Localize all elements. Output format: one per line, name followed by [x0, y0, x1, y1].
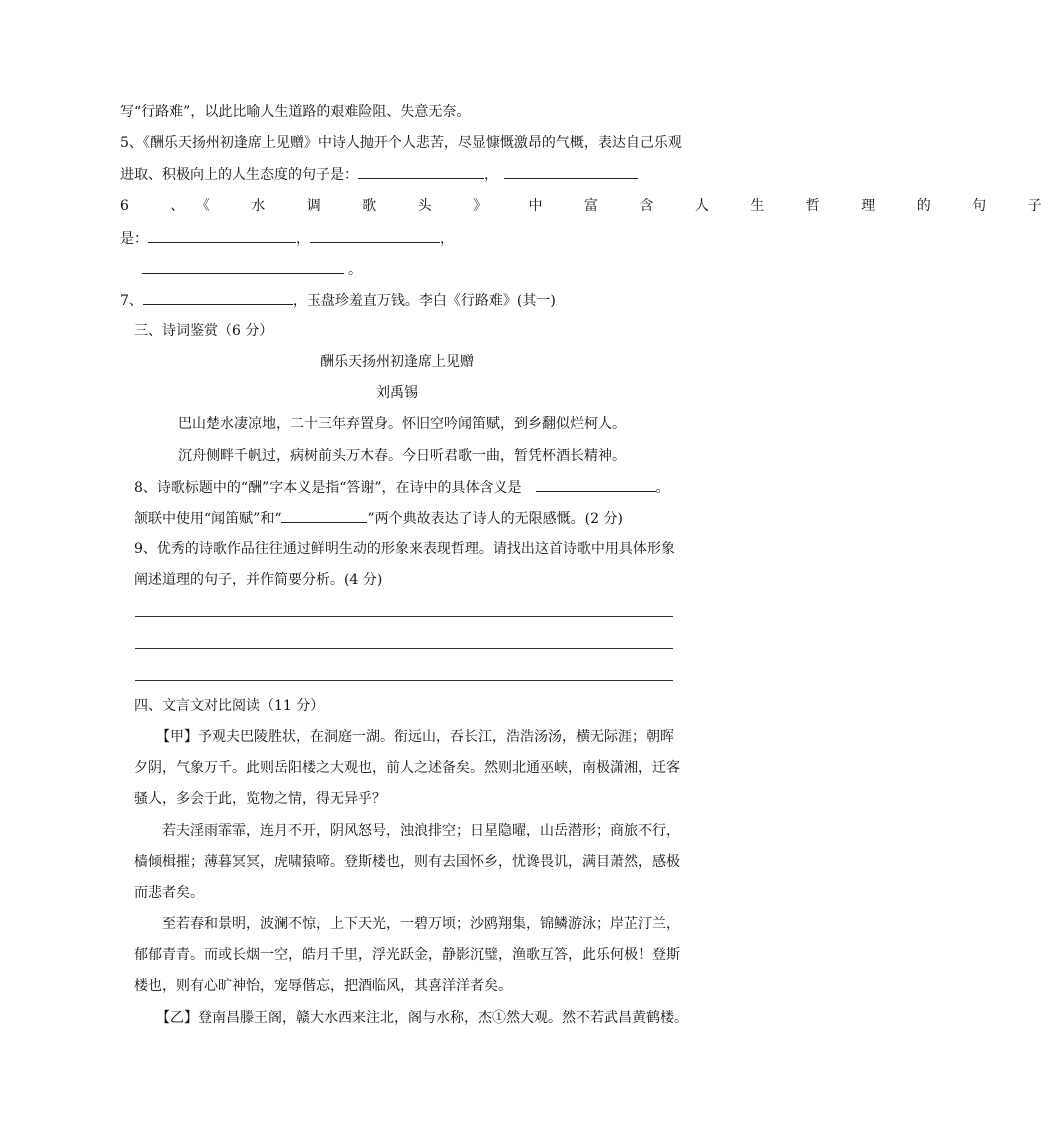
text-fragment: 进取、积极向上的人生态度的句子是：: [120, 167, 358, 183]
answer-blank[interactable]: [358, 164, 484, 179]
passage-line: 骚人，多会于此，览物之情，得无异乎？: [134, 791, 386, 807]
answer-blank[interactable]: [536, 477, 656, 492]
passage-line: 而悲者矣。: [134, 885, 204, 901]
question-5-answer-line: [120, 164, 638, 184]
question-9: 9、优秀的诗歌作品往往通过鲜明生动的形象来表现哲理。请找出这首诗歌中用具体形象: [134, 541, 675, 557]
passage-line: 【乙】登南昌滕王阁，赣大水西来注北，阁与水称，杰①然大观。然不若武昌黄鹤楼。: [156, 1010, 688, 1026]
question-8: [134, 477, 670, 497]
text-fragment: 7、: [120, 293, 143, 309]
passage-line: 至若春和景明，波澜不惊，上下天光，一碧万顷；沙鸥翔集，锦鳞游泳；岸芷汀兰，: [162, 916, 680, 932]
answer-blank[interactable]: [148, 228, 296, 243]
text-fragment: ，玉盘珍羞直万钱。李白《行路难》(其一): [292, 293, 556, 309]
section-3-heading: 三、诗词鉴赏（6 分）: [134, 323, 274, 339]
answer-blank[interactable]: [281, 508, 367, 523]
passage-line: 夕阴，气象万千。此则岳阳楼之大观也，前人之述备矣。然则北通巫峡，南极潇湘，迁客: [134, 760, 680, 776]
text-fragment: 。: [348, 262, 362, 278]
poem-title: 酬乐天扬州初逢席上见赠: [320, 354, 474, 370]
question-7: [120, 290, 556, 310]
question-6-answer-line-2: [142, 259, 362, 279]
text-fragment: 是：: [120, 231, 148, 247]
passage-line: 【甲】予观夫巴陵胜状，在洞庭一湖。衔远山，吞长江，浩浩汤汤，横无际涯；朝晖: [156, 729, 674, 745]
poem-line-1: 巴山楚水凄凉地，二十三年弃置身。怀旧空吟闻笛赋，到乡翻似烂柯人。: [178, 416, 626, 432]
text-fragment: ”两个典故表达了诗人的无限感慨。(2 分): [367, 511, 623, 527]
answer-blank[interactable]: [143, 290, 293, 305]
text-fragment: 颔联中使用“闻笛赋”和“: [134, 511, 282, 527]
text-fragment: ，: [296, 231, 310, 247]
answer-line[interactable]: [135, 648, 673, 649]
passage-line: 樯倾楫摧；薄暮冥冥，虎啸猿啼。登斯楼也，则有去国怀乡，忧谗畏讥，满目萧然，感极: [134, 854, 680, 870]
text-fragment: ，: [440, 231, 454, 247]
answer-blank[interactable]: [504, 164, 638, 179]
text-fragment: 8、诗歌标题中的“酬”字本义是指“答谢”，在诗中的具体含义是: [134, 480, 522, 496]
text-fragment: 。: [655, 480, 670, 496]
text-line: 写“行路难”，以此比喻人生道路的艰难险阻、失意无奈。: [120, 104, 471, 120]
answer-blank[interactable]: [310, 228, 440, 243]
question-8-line-2: [134, 508, 623, 528]
answer-line[interactable]: [135, 616, 673, 617]
section-4-heading: 四、文言文对比阅读（11 分）: [134, 698, 325, 714]
question-6-answer-line: [120, 228, 454, 248]
answer-line[interactable]: [135, 680, 673, 681]
text-fragment: ，: [484, 167, 498, 183]
passage-line: 若夫淫雨霏霏，连月不开，阴风怒号，浊浪排空；日星隐曜，山岳潜形；商旅不行，: [162, 823, 680, 839]
poem-author: 刘禹锡: [376, 385, 418, 401]
question-9-line-2: 阐述道理的句子，并作简要分析。(4 分): [134, 572, 383, 588]
answer-blank[interactable]: [142, 259, 344, 274]
question-6: 6 、《 水 调 歌 头 》 中 富 含 人 生 哲 理 的 句 子: [120, 198, 1060, 214]
passage-line: 楼也，则有心旷神怡，宠辱偕忘，把酒临风，其喜洋洋者矣。: [134, 978, 512, 994]
passage-line: 郁郁青青。而或长烟一空，皓月千里，浮光跃金，静影沉璧，渔歌互答，此乐何极！登斯: [134, 947, 680, 963]
question-5: 5、《酬乐天扬州初逢席上见赠》中诗人抛开个人悲苦，尽显慷慨激昂的气概，表达自己乐观: [120, 135, 682, 151]
poem-line-2: 沉舟侧畔千帆过，病树前头万木春。今日听君歌一曲，暂凭杯酒长精神。: [178, 448, 626, 464]
